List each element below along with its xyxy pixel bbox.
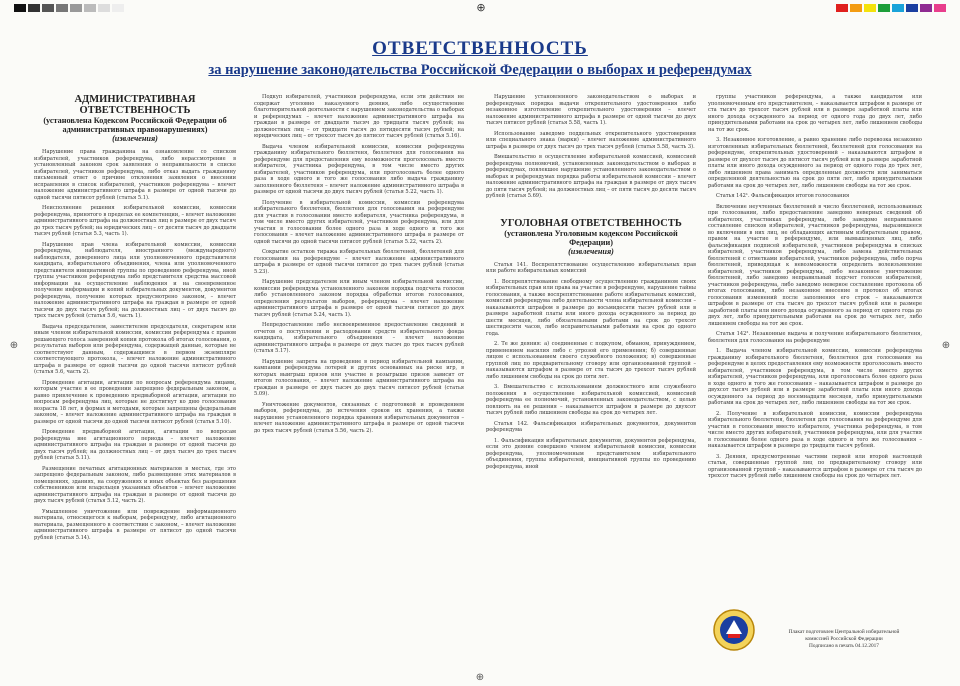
paragraph: 1. Воспрепятствование свободному осуществлению гражданином своих избирательных прав или права на участие в референдуме, нарушение тайны голосования, а также воспрепятствование работе избирательных комиссий, комиссий референдума либо деятельности члена избирательной комиссии – наказываются штрафом в размере до восьмидесяти тысяч рублей или в размере заработной платы или иного дохода осужденного за период до шести месяцев, либо обязательными работами на срок до трехсот шестидесяти часов, либо исправительными работами на срок до одного года. [486, 278, 696, 337]
paragraph: Размещение печатных агитационных материалов в местах, где это запрещено федеральным законом, либо размещение этих материалов в помещениях, зданиях, на сооружениях и иных объектах без разрешения собственников или владельцев указанных объектов – влечет наложение административного штрафа на граждан в размере от одной тысячи до двух тысяч рублей (статья 5.12, часть 2). [34, 465, 236, 504]
admin-section-title: АДМИНИСТРАТИВНАЯ ОТВЕТСТВЕННОСТЬ (установлена Кодексом Российской Федерации об административных правонарушениях) (извлечения) [43, 94, 227, 143]
paragraph: Статья 142². Незаконные выдача и получение избирательного бюллетеня, бюллетеня для голосования на референдуме [708, 331, 922, 344]
poster-title: ОТВЕТСТВЕННОСТЬ [372, 38, 588, 59]
paragraph: Проведение предвыборной агитации, агитации по вопросам референдума вне агитационного периода – влечет наложение административного штрафа на граждан в размере от одной тысячи до двух тысяч рублей; на должностных лиц – от двух тысяч до трех тысяч рублей (статья 5.11). [34, 429, 236, 461]
paragraph: Нарушение запрета на проведение в период избирательной кампании, кампании референдума лотерей и других основанных на риске игр, в которых выигрыш призов или участие в розыгрыше призов зависит от итогов голосования, – влечет наложение административного штрафа на граждан в размере от двух тысяч до двух тысяч пятисот рублей (статья 5.09). [254, 358, 464, 397]
color-swatches [836, 4, 946, 12]
paragraph: Нарушение права гражданина на ознакомление со списком избирателей, участников референдума, либо нерассмотрение в установленный законом срок заявления о неправильности в списке избирателей, участников референдума, либо отказ выдать гражданину письменный ответ о причине отклонения заявления о внесении исправления в список избирателей, участников референдума – влечет наложение административного штрафа в размере от одной тысячи до одной тысячи пятисот рублей (статья 5.1). [34, 149, 236, 201]
paragraph: Неисполнение решения избирательной комиссии, комиссии референдума, принятого в пределах ее компетенции, – влечет наложение административного штрафа на должностных лиц в размере от двух тысяч до трех тысяч рублей; на юридических лиц – от десяти тысяч до двадцати тысяч рублей (статья 5.3, часть 1). [34, 205, 236, 237]
paragraph: группы участников референдума, а также кандидатом или уполномоченным его представителем, – наказывается штрафом в размере от ста тысяч до трехсот тысяч рублей или в размере заработной платы или иного дохода осужденного за период от одного года до двух лет, либо принудительными работами на срок до четырех лет, либо лишением свободы на тот же срок. [708, 94, 922, 133]
column-2 [254, 94, 464, 656]
paragraph: 2. Те же деяния: а) соединенные с подкупом, обманом, принуждением, применением насилия либо с угрозой его применения; б) совершенные лицом с использованием своего служебного положения; в) совершенные группой лиц по предварительному сговору или организованной группой – наказываются штрафом в размере от ста тысяч до трехсот тысяч рублей либо лишением свободы на срок до пяти лет. [486, 341, 696, 380]
registration-mark-icon: ⊕ [941, 340, 951, 351]
paragraph: 1. Фальсификация избирательных документов, документов референдума, если это деяние совершено членом избирательной комиссии, комиссии референдума, уполномоченным представителем избирательного объединения, группы избирателей, инициативной группы по проведению референдума, иной [486, 437, 696, 470]
paragraph: Сокрытие остатков тиража избирательных бюллетеней, бюллетеней для голосования на референдуме – влечет наложение административного штрафа в размере от одной тысячи пятисот до трех тысяч рублей (статья 5.23). [254, 249, 464, 275]
paragraph: Нарушение председателем или иным членом избирательной комиссии, комиссии референдума установленного законом порядка подсчета голосов либо установленного законом порядка обработки итогов голосования, определения результатов выборов, референдума – влечет наложение административного штрафа в размере от одной тысячи пятисот до двух тысяч рублей (статья 5.24, часть 1). [254, 279, 464, 318]
poster-header [160, 38, 800, 79]
paragraph: Выдача председателем, заместителем председателя, секретарем или иным членом избирательной комиссии, комиссии референдума с правом решающего голоса заверенной копии протокола об итогах голосования, о результатах выборов или референдума, содержащей данные, которые не соответствуют данным, содержащимся в первом экземпляре соответствующего протокола, – влечет наложение административного штрафа в размере от одной тысячи до одной тысячи пятисот рублей (статья 5.6, часть 2). [34, 323, 236, 375]
registration-mark-icon: ⊕ [476, 1, 486, 14]
paragraph: Умышленное уничтожение или повреждение информационного материала, относящегося к выборам, референдуму, либо агитационного материала, размещенного в соответствии с законом, – влечет наложение административного штрафа в размере от пятисот до одной тысячи рублей (статья 5.14). [34, 508, 236, 541]
paragraph: Статья 141. Воспрепятствование осуществлению избирательных прав или работе избирательных комиссий [486, 261, 696, 274]
criminal-section-title: УГОЛОВНАЯ ОТВЕТСТВЕННОСТЬ (установлена Уголовным кодексом Российской Федерации) (извлечения) [500, 217, 682, 256]
paragraph: Использование заведомо поддельных открепительного удостоверения или специального знака (марки) – влечет наложение административного штрафа в размере от двух тысяч до трех тысяч рублей (статья 5.58, часть 3). [486, 130, 696, 150]
cik-emblem-icon [712, 608, 756, 652]
paragraph: Включение неучтенных бюллетеней в число бюллетеней, использованных при голосовании, либо предоставление заведомо неверных сведений об избирателях, участниках референдума, либо заведомо неправильное составление списков избирателей, участников референдума, выразившееся во включении в них лиц, не обладающих активным избирательным правом, правом на участие в референдуме, или вымышленных лиц, либо фальсификация подписей избирателей, участников референдума в списках избирателей, участников референдума, либо замена действительных бюллетеней с отметками избирателей, участников референдума, либо порча бюллетеней, приводящая к невозможности определить волеизъявление избирателей, участников референдума, либо незаконное уничтожение бюллетеней, либо заведомо неправильный подсчет голосов избирателей, участников референдума, либо заведомо неверное составление протокола об итогах голосования, либо незаконное внесение в протокол об итогах голосования изменений после заполнения его строк – наказываются штрафом в размере от ста тысяч до трехсот тысяч рублей или в размере заработной платы или иного дохода осужденного за период от одного года до двух лет, либо принудительными работами на срок до четырех лет, либо лишением свободы на тот же срок. [708, 203, 922, 327]
paragraph: Нарушение прав члена избирательной комиссии, комиссии референдума, наблюдателя, иностранного (международного) наблюдателя, доверенного лица или уполномоченного представителя кандидата, избирательного объединения, члена или уполномоченного представителя инициативной группы по проведению референдума, иной группы участников референдума либо представителя средства массовой информации на осуществление наблюдения и на своевременное получение информации и копий избирательных документов, документов референдума, получение которых предусмотрено законом, – влечет наложение административного штрафа на граждан в размере от одной тысячи до двух тысяч рублей; на должностных лиц – от двух тысяч до трех тысяч рублей (статья 5.6, часть 1). [34, 241, 236, 319]
paragraph: Выдача членом избирательной комиссии, комиссии референдума гражданину избирательного бюллетеня, бюллетеня для голосования на референдуме для предоставления ему возможности проголосовать вместо избирателя, участника референдума, в том числе вместо других избирателей, участников референдума, или проголосовать более одного раза в ходе одного и того же голосования либо выдача гражданину заполненного бюллетеня – влечет наложение административного штрафа в размере от одной тысячи до двух тысяч рублей (статья 5.22, часть 1). [254, 143, 464, 195]
paragraph: Статья 142. Фальсификация избирательных документов, документов референдума [486, 420, 696, 433]
paragraph: 1. Выдача членом избирательной комиссии, комиссии референдума гражданину избирательного бюллетеня, бюллетеня для голосования на референдуме в целях предоставления ему возможности проголосовать вместо избирателей, участников референдума, в том числе вместо других избирателей, участников референдума, или проголосовать более одного раза в ходе одного и того же голосования – наказывается штрафом в размере до двухсот тысяч рублей или в размере заработной платы или иного дохода осужденного за период до восемнадцати месяцев, либо принудительными работами на срок до четырех лет, либо лишением свободы на тот же срок. [708, 348, 922, 406]
paragraph: 3. Деяния, предусмотренные частями первой или второй настоящей статьи, совершенные группой лиц по предварительному сговору или организованной группой – наказываются штрафом в размере от ста тысяч до трехсот тысяч рублей либо лишением свободы на срок до четырех лет. [708, 453, 922, 479]
paragraph: Вмешательство в осуществление избирательной комиссией, комиссией референдума полномочий, установленных законодательством о выборах и референдумах, повлекшее нарушение установленного законодательством о выборах и референдумах порядка работы избирательной комиссии – влечет наложение административного штрафа на граждан в размере от двух тысяч до пяти тысяч рублей; на должностных лиц – от пяти тысяч до десяти тысяч рублей (статья 5.69). [486, 154, 696, 199]
paragraph: Нарушение установленного законодательством о выборах и референдумах порядка выдачи открепительного удостоверения либо незаконное изготовление открепительного удостоверения – влечет наложение административного штрафа в размере от одной тысячи до двух тысяч пятисот рублей (статья 5.58, часть 1). [486, 94, 696, 126]
paragraph: Подкуп избирателей, участников референдума, если эти действия не содержат уголовно наказуемого деяния, либо осуществление благотворительной деятельности с нарушением законодательства о выборах и референдумах – влечет наложение административного штрафа на граждан в размере от двадцати тысяч до тридцати тысяч рублей; на должностных лиц – от тридцати тысяч до пятидесяти тысяч рублей; на юридических лиц – от трехсот тысяч до пятисот тысяч рублей (статья 5.16). [254, 94, 464, 139]
paragraph: Статья 142¹. Фальсификация итогов голосования [716, 193, 850, 199]
registration-mark-icon: ⊕ [9, 340, 19, 351]
column-1 [34, 94, 236, 656]
publisher-info: Плакат подготовлен Центральной избирательной комиссией Российской Федерации Подписано в печать 04.12.2017 [788, 629, 900, 649]
poster-subtitle: за нарушение законодательства Российской Федерации о выборах и референдумах [208, 62, 752, 78]
registration-mark-icon: ⊕ [475, 672, 485, 683]
paragraph: Получение в избирательной комиссии, комиссии референдума избирательного бюллетеня, бюллетеня для голосования на референдуме для участия в голосовании вместо избирателя, участника референдума, в том числе вместо других избирателей, участников референдума, или для участия в голосовании более одного раза в ходе одного и того же голосования – влечет наложение административного штрафа в размере от одной тысячи до одной тысячи пятисот рублей (статья 5.22, часть 2). [254, 199, 464, 245]
paragraph: 3. Вмешательство с использованием должностного или служебного положения в осуществление избирательной комиссией, комиссией референдума ее полномочий, установленных законодательством, с целью повлиять на ее решения – наказывается штрафом в размере до двухсот тысяч рублей либо лишением свободы на срок до четырех лет. [486, 384, 696, 416]
paragraph: 3. Незаконное изготовление, а равно хранение либо перевозка незаконно изготовленных избирательных бюллетеней, бюллетеней для голосования на референдуме, открепительных удостоверений – наказываются штрафом в размере от двухсот тысяч до пятисот тысяч рублей или в размере заработной платы или иного дохода осужденного за период от одного года до трех лет, либо лишением права занимать определенные должности или заниматься определенной деятельностью на срок до пяти лет, либо принудительными работами на срок до четырех лет, либо лишением свободы на тот же срок. [708, 137, 922, 189]
paragraph: Непредоставление либо несвоевременное предоставление сведений и отчетов о поступлении и расходовании средств избирательного фонда кандидата, избирательного объединения – влечет наложение административного штрафа в размере от двух тысяч до трех тысяч рублей (статья 5.17). [254, 322, 464, 354]
column-3 [486, 94, 696, 656]
paragraph: Проведение агитации, агитации по вопросам референдума лицами, которым участие в ее проведении запрещено федеральным законом, а равно привлечение к проведению предвыборной агитации, агитации по вопросам референдума лиц, которые не достигнут ко дню голосования возраста 18 лет, в формах и методами, которые запрещены федеральным законом, – влечет наложение административного штрафа на граждан в размере от одной тысячи до одной тысячи пятисот рублей (статья 5.10). [34, 379, 236, 425]
column-4 [708, 94, 922, 600]
paragraph: 2. Получение в избирательной комиссии, комиссии референдума избирательного бюллетеня, бюллетеня для голосования на референдуме для участия в голосовании вместо избирателя, участника референдума, в том числе вместо других избирателей, участников референдума, или для участия в голосовании более одного раза в ходе одного и того же голосования – наказывается штрафом в размере до тридцати тысяч рублей. [708, 410, 922, 449]
grayscale-swatches [14, 4, 124, 12]
paragraph: Уничтожение документов, связанных с подготовкой и проведением выборов, референдума, до истечения сроков их хранения, а также нарушение установленного порядка хранения избирательных документов – влечет наложение административного штрафа в размере от одной тысячи до трех тысяч рублей (статья 5.56, часть 2). [254, 401, 464, 434]
